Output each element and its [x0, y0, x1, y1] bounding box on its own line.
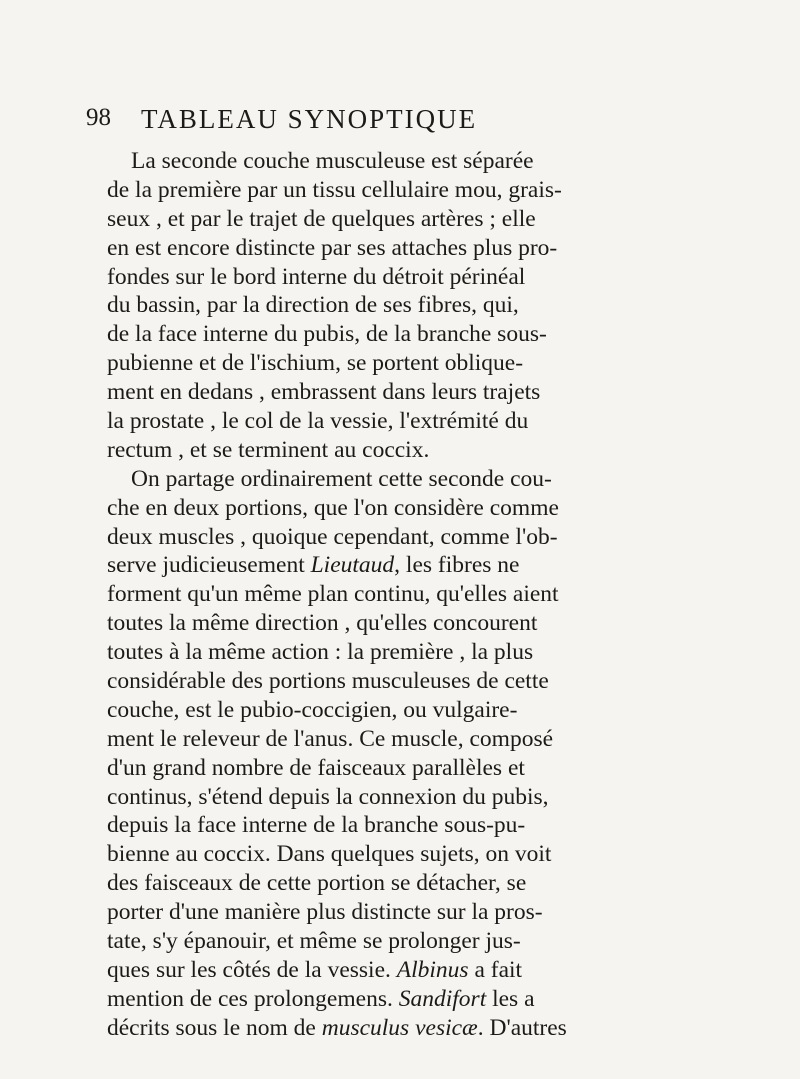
text-line: continus, s'étend depuis la connexion du pubis,	[107, 783, 549, 810]
text-line: che en deux portions, que l'on considère comme	[107, 494, 559, 521]
text-line: pubienne et de l'ischium, se portent oblique-	[107, 350, 524, 377]
text-segment: , les fibres ne	[394, 552, 520, 579]
author-name-albinus: Albinus	[396, 956, 469, 983]
latin-term: musculus vesicæ	[321, 1014, 478, 1041]
text-line	[107, 1014, 707, 1043]
text-segment: ques sur les côtés de la vessie.	[107, 956, 397, 983]
text-line: depuis la face interne de la branche sous-pu-	[107, 812, 526, 839]
running-title: TABLEAU SYNOPTIQUE	[141, 104, 478, 134]
text-line: deux muscles , quoique cependant, comme l'ob-	[107, 523, 558, 550]
text-line: la prostate , le col de la vessie, l'extrémité du	[107, 408, 529, 435]
text-line: rectum , et se terminent au coccix.	[107, 436, 430, 463]
text-line: toutes la même direction , qu'elles concourent	[107, 610, 538, 637]
text-segment: décrits sous le nom de	[107, 1014, 322, 1041]
text-line: d'un grand nombre de faisceaux parallèles et	[107, 754, 525, 781]
text-line: tate, s'y épanouir, et même se prolonger jus-	[107, 928, 521, 955]
author-name-sandifort: Sandifort	[398, 985, 487, 1012]
text-line: La seconde couche musculeuse est séparée	[131, 148, 534, 174]
text-line: couche, est le pubio-coccigien, ou vulgaire-	[107, 696, 518, 723]
text-line	[107, 956, 707, 985]
text-segment: . D'autres	[477, 1014, 567, 1041]
page-header	[86, 104, 686, 144]
text-line: considérable des portions musculeuses de cette	[107, 668, 549, 695]
text-line: de la première par un tissu cellulaire mou, grais-	[107, 176, 562, 203]
text-line: du bassin, par la direction de ses fibres, qui,	[107, 292, 519, 319]
text-line	[107, 985, 707, 1014]
text-line: fondes sur le bord interne du détroit périnéal	[107, 263, 526, 290]
text-line: seux , et par le trajet de quelques artères ; elle	[107, 205, 536, 232]
text-segment: les a	[486, 985, 535, 1012]
text-line: forment qu'un même plan continu, qu'elles aient	[107, 581, 559, 608]
text-line: de la face interne du pubis, de la branche sous-	[107, 321, 547, 348]
text-line: ment en dedans , embrassent dans leurs trajets	[107, 379, 541, 406]
text-line: en est encore distincte par ses attaches plus pro-	[107, 234, 558, 261]
text-segment: a fait	[468, 956, 523, 983]
text-segment: serve judicieusement	[107, 552, 311, 579]
text-line: toutes à la même action : la première , la plus	[107, 639, 534, 666]
text-line: ment le releveur de l'anus. Ce muscle, composé	[107, 725, 554, 752]
page-number: 98	[86, 104, 111, 131]
text-line: bienne au coccix. Dans quelques sujets, on voit	[107, 841, 552, 868]
text-segment: mention de ces prolongemens.	[107, 985, 399, 1012]
author-name-lieutaud: Lieutaud	[310, 552, 395, 579]
text-line: On partage ordinairement cette seconde cou-	[131, 465, 552, 492]
text-line: porter d'une manière plus distincte sur la pros-	[107, 899, 543, 926]
text-line: des faisceaux de cette portion se détacher, se	[107, 870, 527, 897]
body-text	[107, 147, 707, 1043]
text-line	[107, 551, 707, 580]
